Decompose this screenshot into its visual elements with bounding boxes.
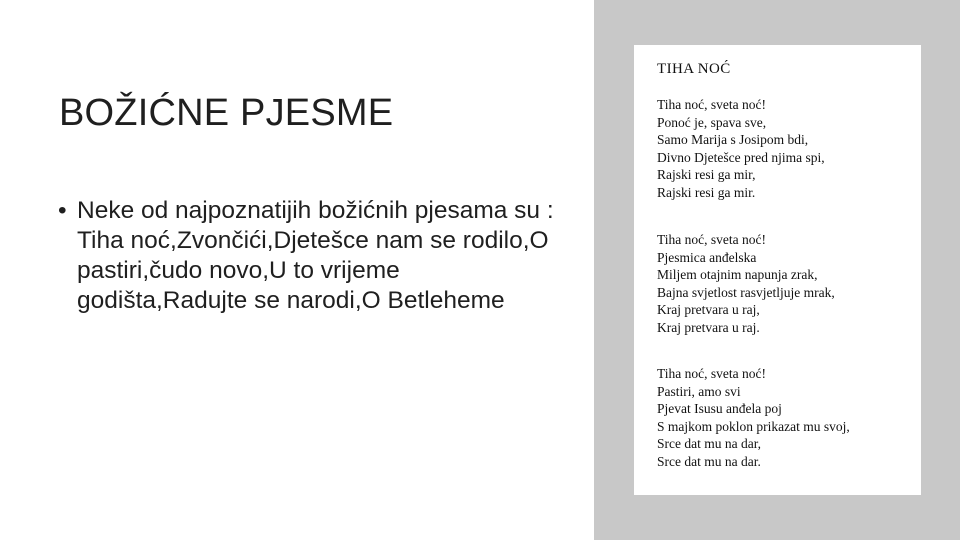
bullet-marker: • — [58, 197, 67, 224]
poem-line: Tiha noć, sveta noć! — [657, 366, 766, 381]
poem-line: Rajski resi ga mir. — [657, 184, 756, 200]
poem-line: Bajna svjetlost rasvjetljuje mrak, — [657, 284, 835, 300]
poem-line: S majkom poklon prikazat mu svoj, — [657, 418, 850, 434]
poem-line: Pjevat Isusu anđela poj — [657, 401, 782, 417]
slide-title: BOŽIĆNE PJESME — [59, 92, 394, 134]
bullet-item — [58, 196, 558, 316]
poem-line: Pastiri, amo svi — [657, 383, 741, 399]
poem-line: Srce dat mu na dar, — [657, 436, 762, 452]
poem-line: Miljem otajnim napunja zrak, — [657, 267, 818, 283]
poem-stanza-3 — [657, 365, 917, 471]
bullet-text: Neke od najpoznatijih božićnih pjesama su : Tiha noć,Zvončići,Djetešce nam se rodilo,O pastiri,čudo novo,U to vrijeme godišta,Radujte se narodi,O Betleheme — [77, 197, 554, 314]
poem-line: Ponoć je, spava sve, — [657, 114, 767, 130]
poem-line: Kraj pretvara u raj, — [657, 302, 760, 318]
poem-line: Pjesmica anđelska — [657, 249, 757, 265]
poem-line: Samo Marija s Josipom bdi, — [657, 132, 809, 148]
poem-line: Divno Djetešce pred njima spi, — [657, 149, 825, 165]
poem-stanza-2 — [657, 231, 917, 337]
bullet-list — [58, 196, 558, 316]
poem-line: Tiha noć, sveta noć! — [657, 232, 766, 247]
poem-line: Tiha noć, sveta noć! — [657, 97, 766, 112]
poem-title: TIHA NOĆ — [657, 61, 731, 77]
poem-image — [634, 45, 921, 495]
poem-stanza-1 — [657, 96, 917, 202]
poem-line: Rajski resi ga mir, — [657, 167, 756, 183]
poem-line: Kraj pretvara u raj. — [657, 319, 760, 335]
poem-line: Srce dat mu na dar. — [657, 453, 761, 469]
